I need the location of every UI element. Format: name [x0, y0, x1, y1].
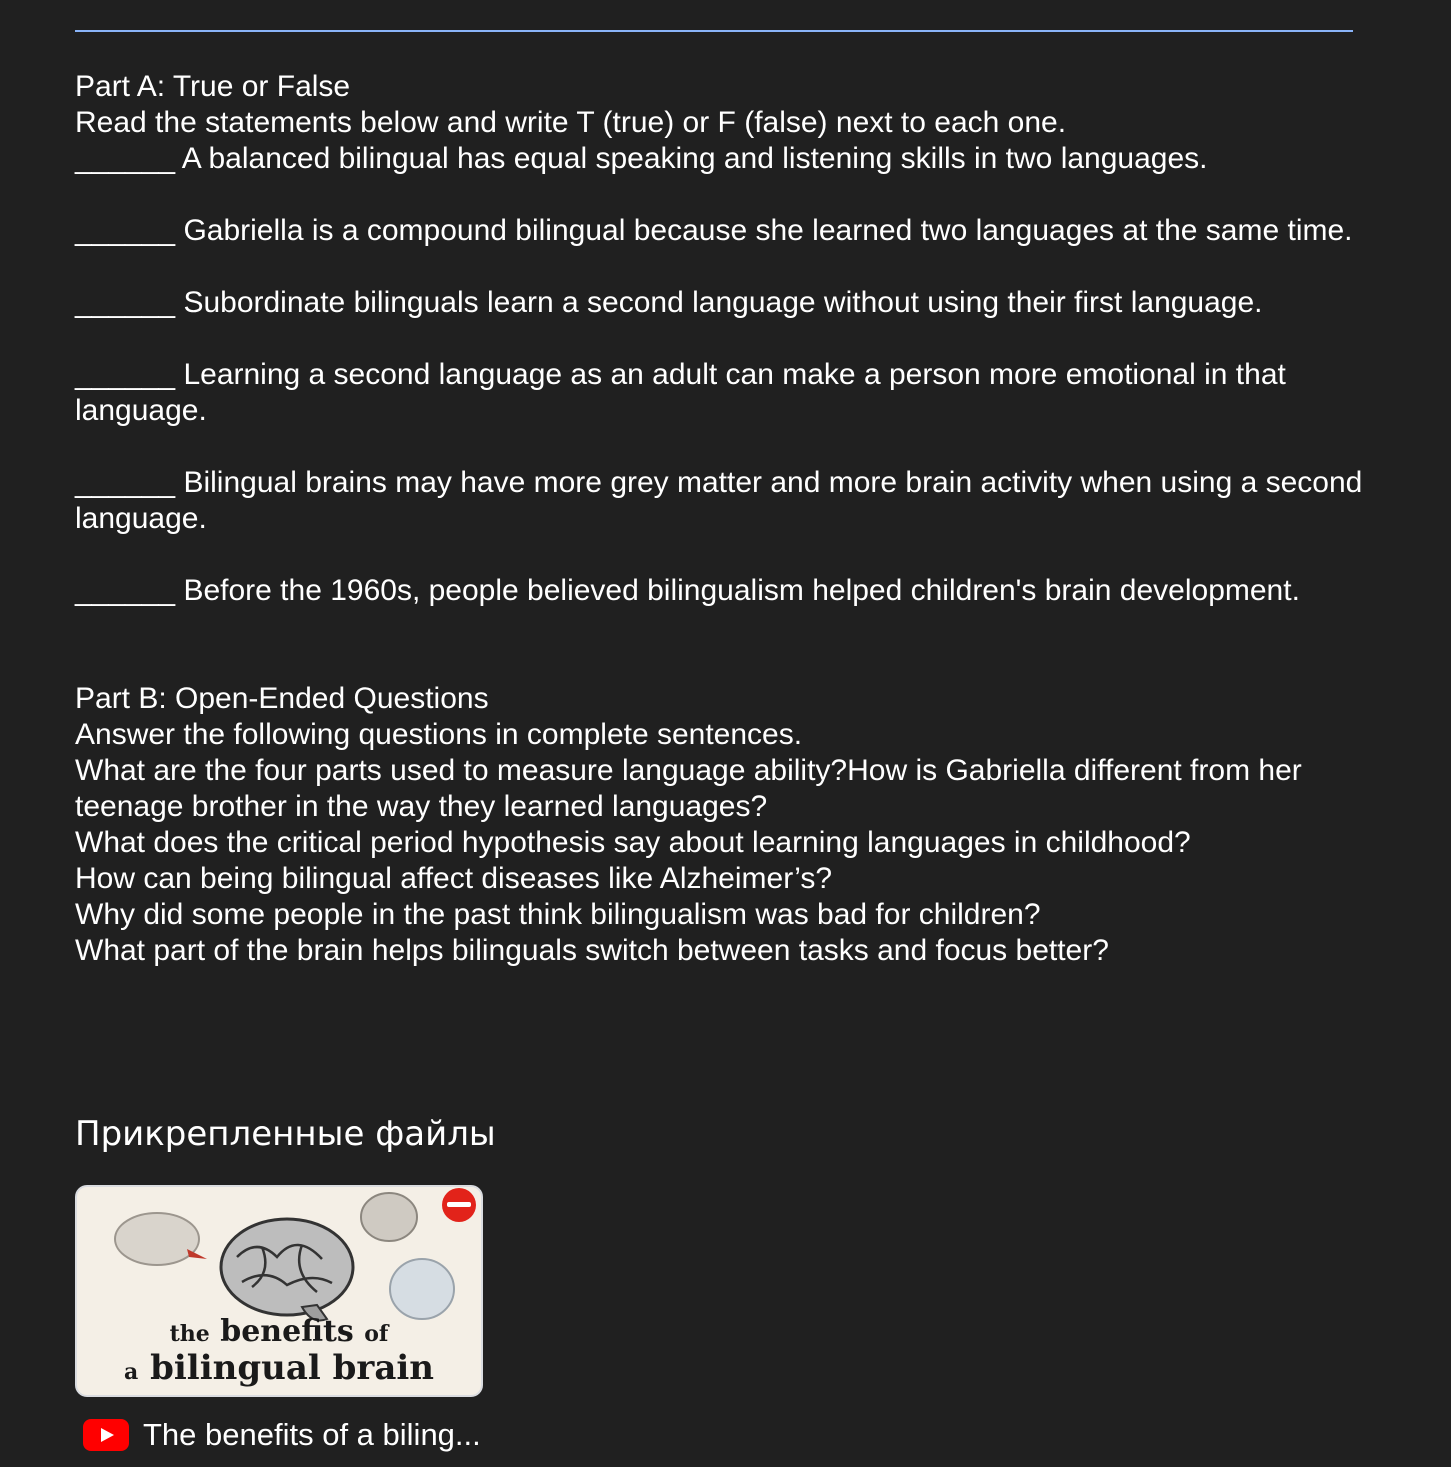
attachment-thumbnail[interactable]	[75, 1185, 483, 1397]
thumbnail-caption-line2: a bilingual brain	[124, 1348, 434, 1388]
answer-blank: ______	[75, 574, 176, 607]
head-sketch	[361, 1193, 417, 1241]
thumbnail-caption-line1: the benefits of	[169, 1314, 389, 1349]
statement-text: Subordinate bilinguals learn a second language without using their first language.	[175, 286, 1263, 319]
brain-icon	[221, 1219, 353, 1315]
answer-blank: ______	[75, 142, 176, 175]
red-pointer	[187, 1249, 207, 1259]
attachment-link[interactable]	[83, 1413, 481, 1457]
question-2: What does the critical period hypothesis say about learning languages in childhood?	[75, 826, 1191, 859]
question-1: What are the four parts used to measure language ability?How is Gabriella different from her teenage brother in the way they learned languages?	[75, 754, 1302, 823]
answer-blank: ______	[75, 358, 176, 391]
question-3: How can being bilingual affect diseases like Alzheimer’s?	[75, 862, 833, 895]
statement-6	[75, 573, 1365, 609]
question-4: Why did some people in the past think bilingualism was bad for children?	[75, 898, 1041, 931]
statement-text: Gabriella is a compound bilingual because she learned two languages at the same time.	[175, 214, 1353, 247]
statement-1	[75, 141, 1365, 177]
answer-blank: ______	[75, 214, 176, 247]
statement-2	[75, 213, 1365, 249]
part-b-instructions: Answer the following questions in complete sentences.	[75, 718, 803, 751]
question-5: What part of the brain helps bilinguals switch between tasks and focus better?	[75, 934, 1109, 967]
statement-text: Bilingual brains may have more grey matter and more brain activity when using a second language.	[75, 466, 1363, 535]
speech-bubble-left	[115, 1213, 199, 1265]
part-a-heading: Part A: True or False	[75, 70, 351, 103]
statement-4	[75, 357, 1365, 429]
globe-sketch	[390, 1259, 454, 1319]
statement-text: Learning a second language as an adult can make a person more emotional in that language.	[75, 358, 1286, 427]
statement-text: A balanced bilingual has equal speaking and listening skills in two languages.	[175, 142, 1208, 175]
statement-text: Before the 1960s, people believed bilingualism helped children's brain development.	[175, 574, 1300, 607]
youtube-icon	[83, 1419, 129, 1451]
section-divider	[75, 30, 1353, 32]
answer-blank: ______	[75, 286, 176, 319]
answer-blank: ______	[75, 466, 176, 499]
attachments-title: Прикрепленные файлы	[75, 1114, 496, 1154]
statement-3	[75, 285, 1365, 321]
attachment-name: The benefits of a biling...	[143, 1417, 481, 1452]
statement-5	[75, 465, 1365, 537]
part-b-heading: Part B: Open-Ended Questions	[75, 682, 489, 715]
part-a-instructions: Read the statements below and write T (true) or F (false) next to each one.	[75, 106, 1067, 139]
assignment-description	[75, 69, 1365, 969]
